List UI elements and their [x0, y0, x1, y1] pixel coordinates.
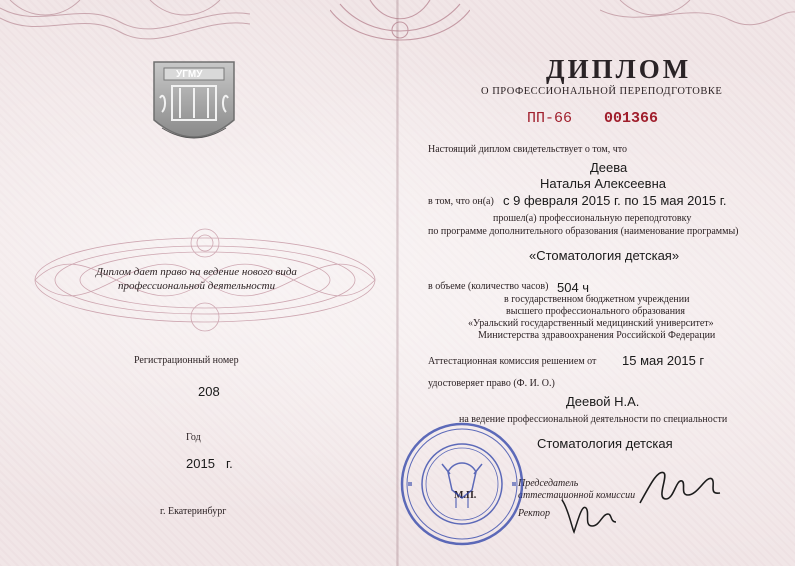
volume-label: в объеме (количество часов) [428, 281, 549, 292]
year-value: 2015 [186, 456, 215, 471]
diploma-number: 001366 [604, 110, 659, 127]
year-suffix: г. [226, 456, 233, 471]
city-label: г. Екатеринбург [160, 506, 227, 517]
institution-line4: Министерства здравоохранения Российской Федерации [478, 330, 716, 341]
rector-label: Ректор [518, 508, 550, 519]
right-certification-label: удостоверяет право (Ф. И. О.) [428, 378, 555, 389]
specialty-value: Стоматология детская [537, 436, 673, 451]
chair-signature-icon [636, 465, 726, 510]
chair-label-line1: Председатель [518, 478, 579, 489]
holder-name: Наталья Алексеевна [540, 176, 666, 191]
emblem-label: УГМУ [176, 69, 203, 80]
official-seal-icon [398, 420, 526, 548]
rights-text-line1: Диплом дает право на ведение нового вида [96, 266, 297, 278]
year-label: Год [186, 432, 201, 443]
top-center-ornament [330, 0, 470, 55]
certifies-text: Настоящий диплом свидетельствует о том, что [428, 144, 627, 155]
rector-signature-icon [558, 492, 618, 537]
volume-value: 504 ч [557, 280, 590, 295]
top-left-ornament [0, 0, 250, 60]
seal-mp-label: М.П. [454, 490, 477, 501]
specialty-label: на ведение профессиональной деятельности по специальности [459, 414, 728, 425]
program-name: «Стоматология детская» [529, 248, 680, 263]
diploma-title: ДИПЛОМ [546, 54, 692, 84]
commission-date: 15 мая 2015 г [622, 353, 705, 368]
chair-label-line2: аттестационной комиссии [518, 490, 636, 501]
passed-line2: по программе дополнительного образования (наименование программы) [428, 226, 739, 237]
series-value: ПП-66 [527, 110, 573, 127]
holder-short-name: Деевой Н.А. [566, 394, 640, 409]
top-right-ornament [600, 0, 795, 50]
holder-surname: Деева [590, 160, 628, 175]
reg-number-label: Регистрационный номер [134, 355, 239, 366]
passed-line1: прошел(а) профессиональную переподготовку [493, 213, 692, 224]
period-value: с 9 февраля 2015 г. по 15 мая 2015 г. [503, 193, 727, 208]
commission-label: Аттестационная комиссия решением от [428, 356, 597, 367]
institution-line1: в государственном бюджетном учреждении [504, 294, 690, 305]
institution-line2: высшего профессионального образования [506, 306, 685, 317]
period-label: в том, что он(а) [428, 196, 494, 207]
reg-number-value: 208 [198, 384, 220, 399]
diploma-subtitle: О ПРОФЕССИОНАЛЬНОЙ ПЕРЕПОДГОТОВКЕ [481, 86, 723, 97]
institution-line3: «Уральский государственный медицинский университет» [468, 318, 714, 329]
rights-text-line2: профессиональной деятельности [118, 280, 276, 292]
